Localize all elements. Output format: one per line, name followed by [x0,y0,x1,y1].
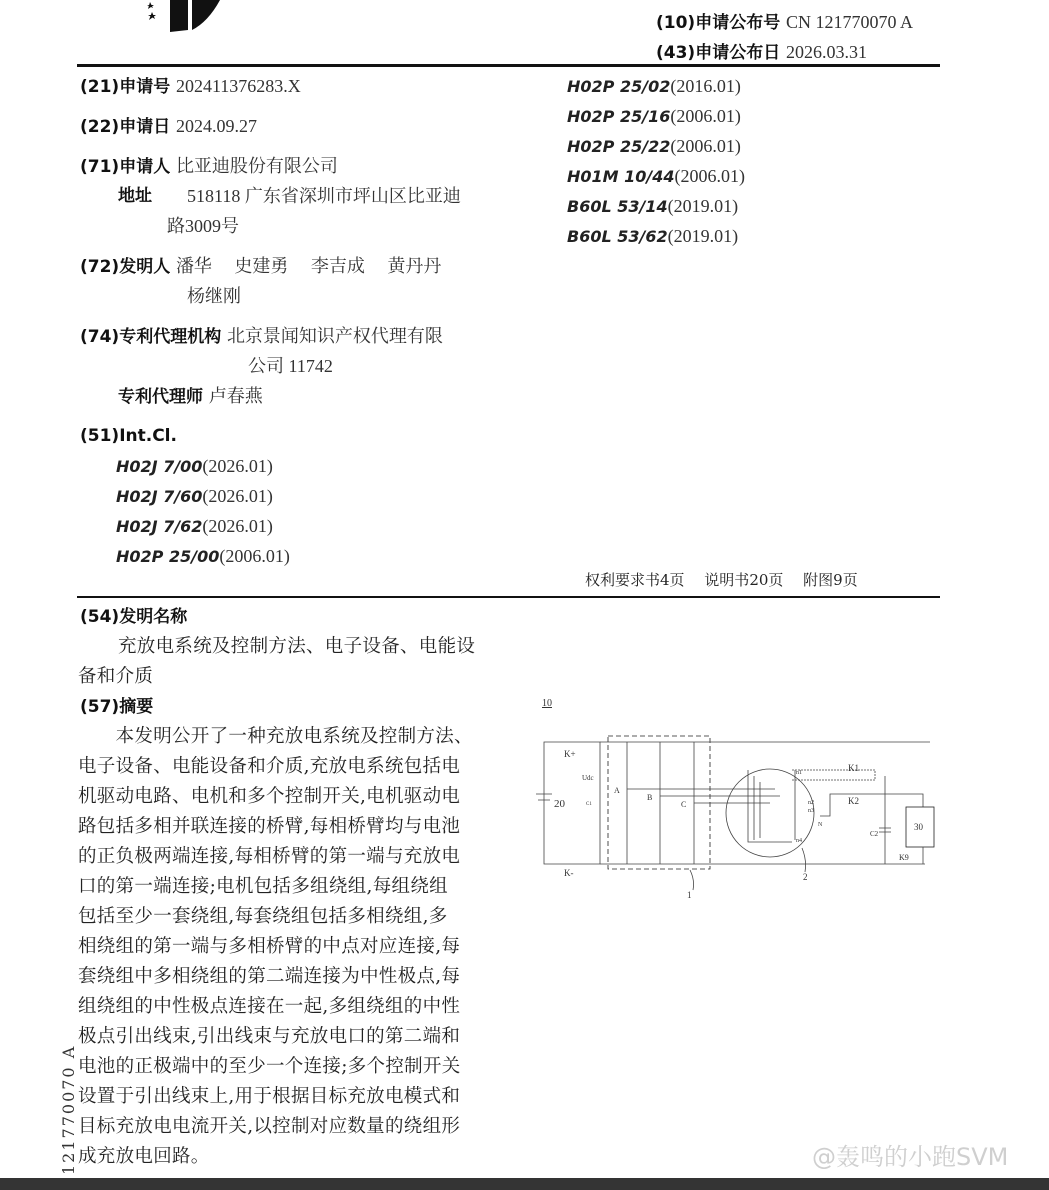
svg-text:K+: K+ [564,749,576,759]
ipc-code: B60L 53/14(2019.01) [567,196,739,216]
abstract-line: 组绕组的中性极点连接在一起,多组绕组的中性 [78,996,461,1017]
svg-text:n2: n2 [808,800,814,806]
page-counts: 权利要求书4页 说明书20页 附图9页 [585,571,858,589]
abstract-line: 口的第一端连接;电机包括多组绕组,每组绕组 [78,876,448,897]
ipc-code: H02P 25/02(2016.01) [567,76,741,96]
abstract-line: 目标充放电电流开关,以控制对应数量的绕组形 [78,1116,461,1137]
abstract-label: (57)摘要 [80,697,154,717]
ipc-code: H02J 7/00(2026.01) [116,456,273,476]
app-date-label: (22)申请日 [80,117,171,137]
address-label: 地址 [118,186,152,206]
svg-text:N: N [818,822,823,828]
abstract-line: 相绕组的第一端与多相桥臂的中点对应连接,每 [78,936,461,957]
svg-text:C1: C1 [586,802,592,807]
abstract-line: 套绕组中多相绕组的第二端连接为中性极点,每 [78,966,461,987]
app-no: 202411376283.X [175,76,301,96]
bottom-bar [0,1178,1049,1190]
abstract-line: 电池的正极端中的至少一个连接;多个控制开关 [78,1056,461,1077]
side-publication-number: 121770070 A [59,1044,78,1175]
applicant: 比亚迪股份有限公司 [175,156,338,176]
publication-date: (43)申请公布日 2026.03.31 [656,42,867,63]
agent-label: 专利代理师 [118,387,203,407]
publication-number: (10)申请公布号 CN 121770070 A [656,12,913,33]
svg-text:20: 20 [554,798,565,810]
abstract-figure-circuit [530,690,950,900]
svg-text:1: 1 [687,890,692,900]
svg-text:Udc: Udc [582,774,594,782]
svg-text:A: A [614,786,620,795]
section-rule [77,596,940,598]
header-rule [77,64,940,67]
inventor-label: (72)发明人 [80,257,171,277]
agency: 公司 11742 [248,356,333,376]
agency-label: (74)专利代理机构 [80,327,222,347]
abstract-line: 机驱动电路、电机和多个控制开关,电机驱动电 [78,786,461,807]
cnipa-logo [130,0,230,34]
svg-text:2: 2 [803,872,808,882]
title-label: (54)发明名称 [80,607,188,627]
svg-text:n4: n4 [796,838,802,844]
app-date: 2024.09.27 [175,116,257,136]
inventors: 杨继刚 [187,286,241,306]
svg-text:n1: n1 [796,770,802,776]
figure-ref: 10 [542,698,552,709]
watermark: @轰鸣的小跑SVM [812,1143,1009,1171]
svg-text:30: 30 [914,822,923,832]
ipc-code: H02J 7/62(2026.01) [116,516,273,536]
agent: 卢春燕 [208,386,263,406]
ipc-code: H01M 10/44(2006.01) [567,166,746,186]
agency: 北京景闻知识产权代理有限 [226,326,443,346]
inventors: 潘华 史建勇 李吉成 黄丹丹 [175,256,442,276]
svg-text:K1: K1 [848,763,859,773]
svg-text:n3: n3 [808,808,814,814]
abstract-line: 路包括多相并联连接的桥臂,每相桥臂均与电池 [78,816,461,837]
applicant-label: (71)申请人 [80,157,171,177]
abstract-line: 成充放电回路。 [78,1146,210,1167]
abstract-line: 极点引出线束,引出线束与充放电口的第二端和 [78,1026,461,1047]
ipc-code: H02P 25/22(2006.01) [567,136,741,156]
abstract-line: 电子设备、电能设备和介质,充放电系统包括电 [78,756,461,777]
svg-text:K-: K- [564,868,574,878]
ipc-code: H02P 25/00(2006.01) [116,546,290,566]
ipc-code: B60L 53/62(2019.01) [567,226,739,246]
svg-text:K9: K9 [899,853,909,862]
svg-text:B: B [647,793,653,802]
abstract-line: 本发明公开了一种充放电系统及控制方法、 [78,726,473,747]
ipc-code: H02J 7/60(2026.01) [116,486,273,506]
app-no-label: (21)申请号 [80,77,171,97]
svg-text:K2: K2 [848,796,859,806]
intcl-label: (51)Int.Cl. [80,426,177,446]
abstract-line: 的正负极两端连接,每相桥臂的第一端与充放电 [78,846,461,867]
svg-text:C2: C2 [870,830,879,838]
invention-title: 充放电系统及控制方法、电子设备、电能设 [118,636,476,657]
address-line: 路3009号 [167,216,239,236]
invention-title: 备和介质 [78,666,154,687]
address-line: 518118 广东省深圳市坪山区比亚迪 [187,186,461,206]
svg-text:C: C [681,800,687,809]
abstract-line: 包括至少一套绕组,每套绕组包括多相绕组,多 [78,906,448,927]
ipc-code: H02P 25/16(2006.01) [567,106,741,126]
abstract-line: 设置于引出线束上,用于根据目标充放电模式和 [78,1086,461,1107]
